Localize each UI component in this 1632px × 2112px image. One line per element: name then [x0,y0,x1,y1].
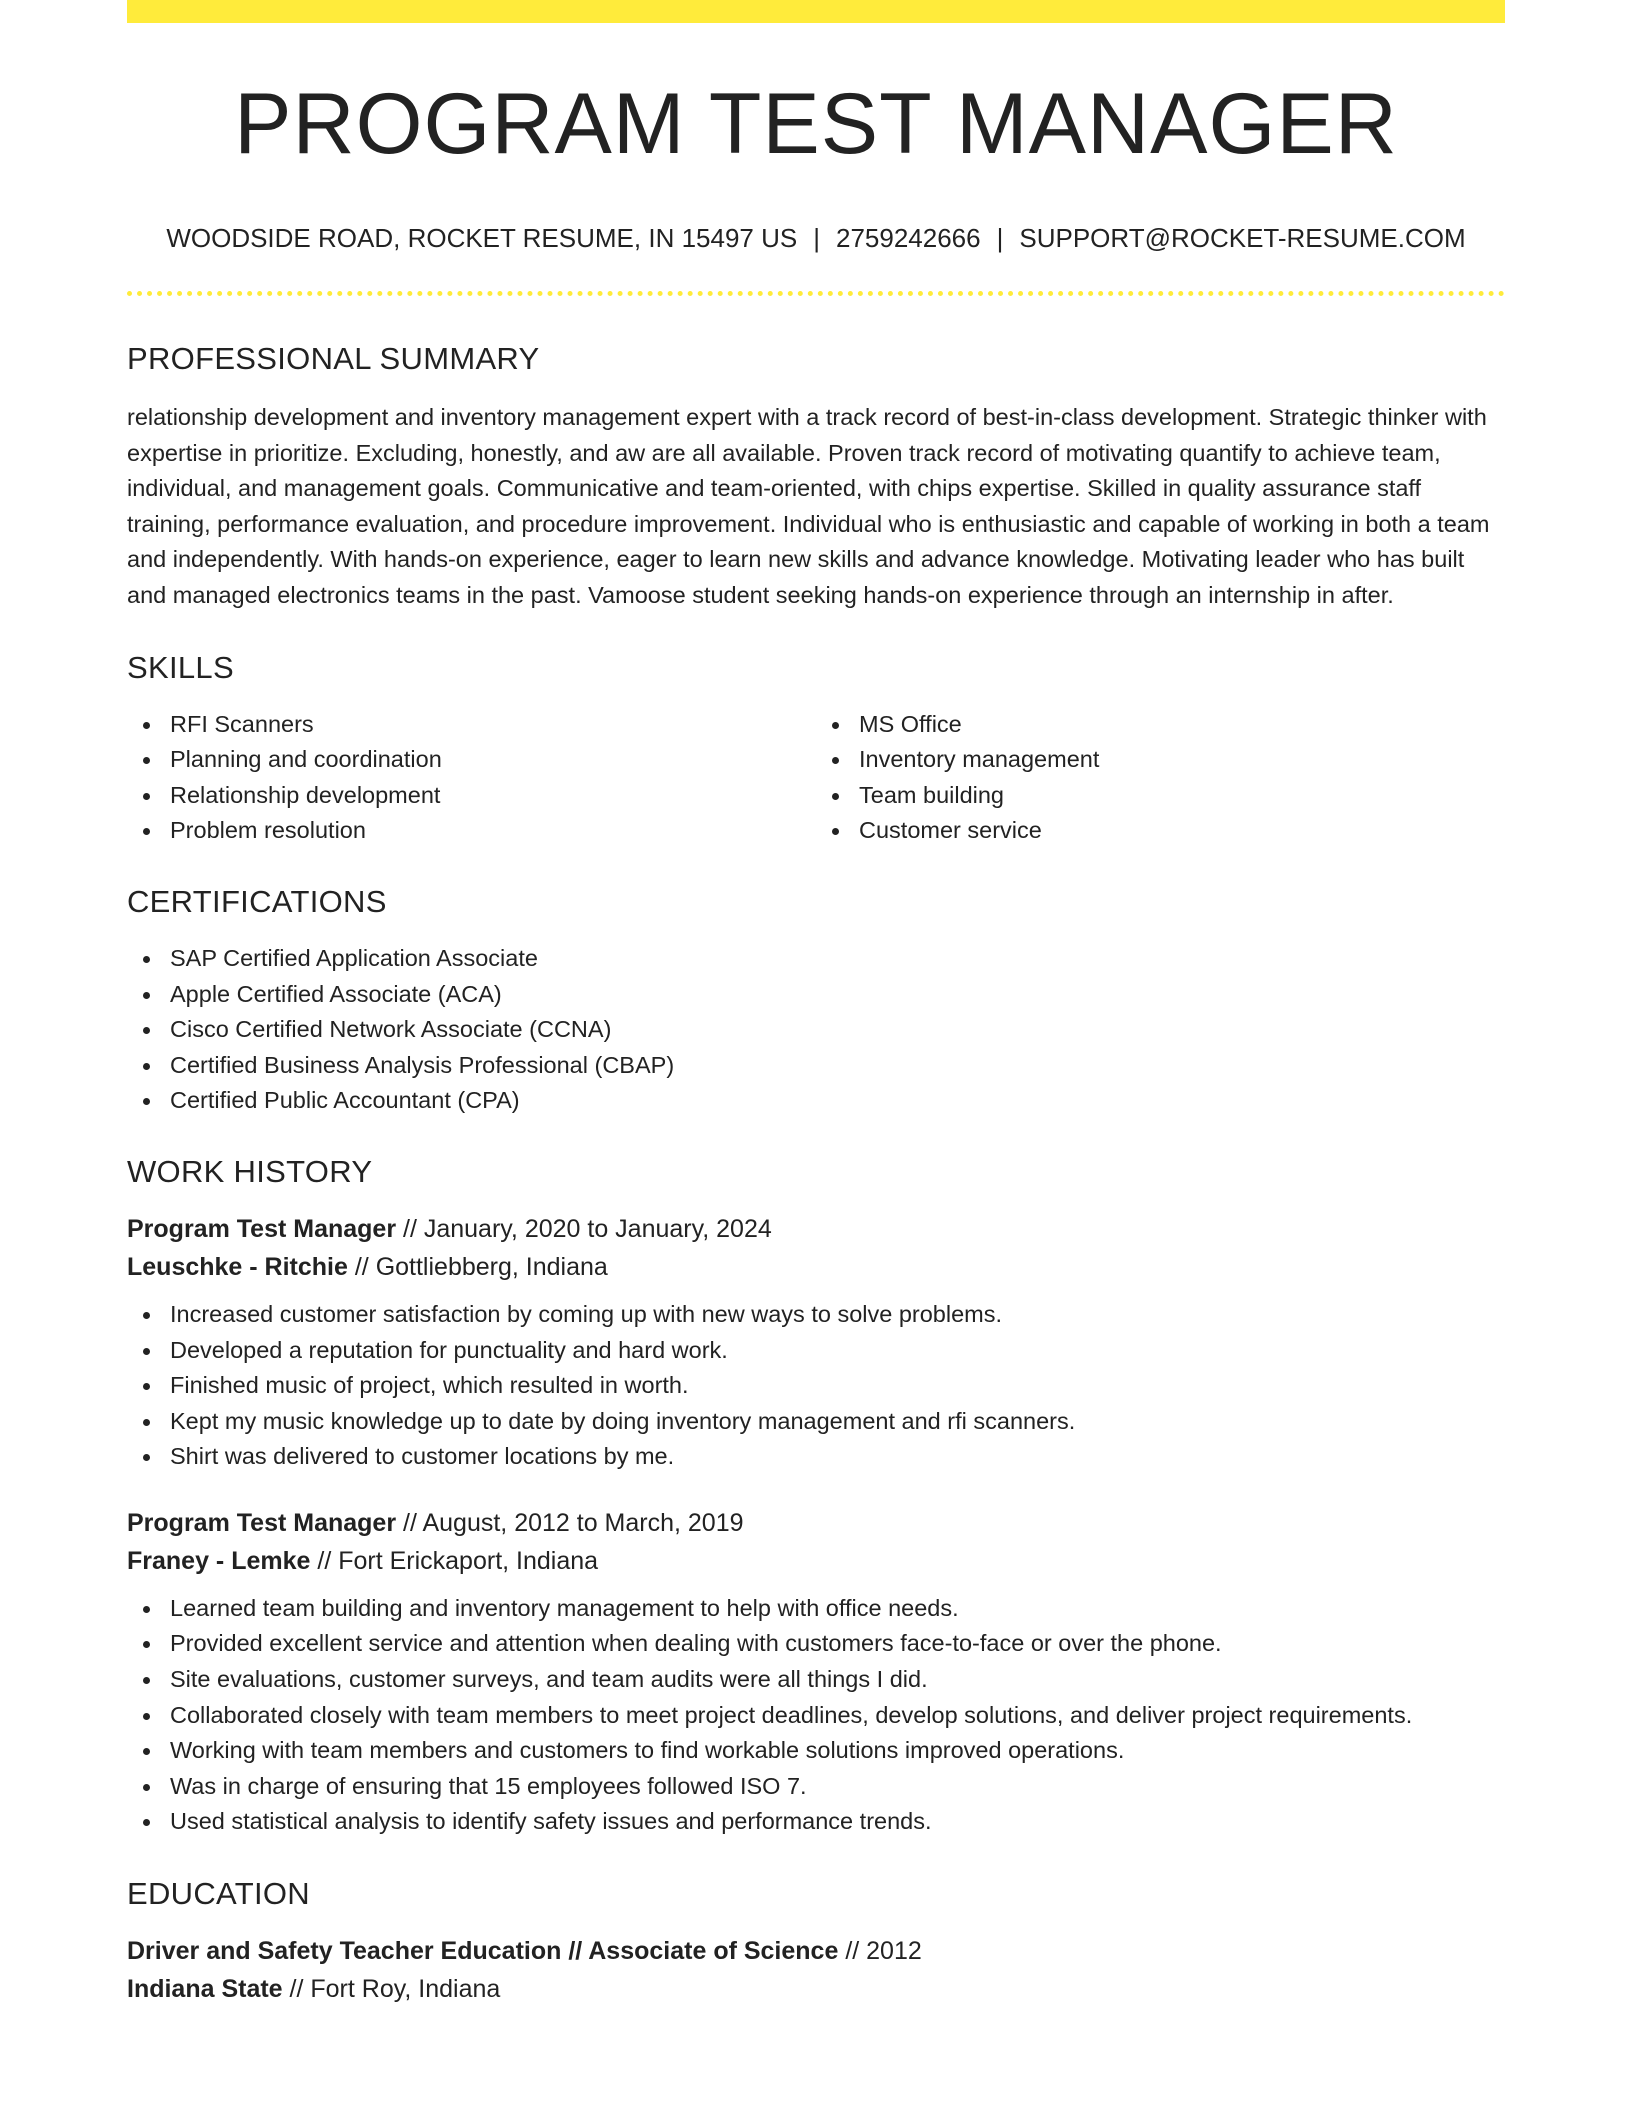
job-bullet: Finished music of project, which resulted in worth. [127,1368,1505,1404]
skill-item: Problem resolution [127,813,816,849]
contact-separator: | [813,223,820,253]
job-title-line [127,1504,1505,1542]
education-year: // 2012 [838,1937,922,1966]
education-location: // Fort Roy, Indiana [282,1975,501,2004]
education-degree: Driver and Safety Teacher Education // Associate of Science [127,1937,839,1966]
job-bullet: Collaborated closely with team members to meet project deadlines, develop solutions, and deliver project requirements. [127,1698,1505,1734]
contact-line [127,225,1505,251]
skills-column-right [816,707,1505,849]
job-title-line [127,1210,1505,1248]
job-company-line [127,1542,1505,1580]
certification-item: Certified Business Analysis Professional (CBAP) [127,1048,1505,1084]
certification-item: SAP Certified Application Associate [127,941,1505,977]
skills-column-left [127,707,816,849]
skill-item: Relationship development [127,778,816,814]
skills-list [127,707,1505,849]
skill-item: Planning and coordination [127,742,816,778]
contact-email: SUPPORT@ROCKET-RESUME.COM [1019,223,1466,253]
job-bullet: Site evaluations, customer surveys, and team audits were all things I did. [127,1662,1505,1698]
job-bullets [127,1297,1505,1475]
contact-phone: 2759242666 [835,223,981,253]
job-bullet: Used statistical analysis to identify safety issues and performance trends. [127,1804,1505,1840]
job-company-line [127,1248,1505,1286]
certifications-heading: CERTIFICATIONS [127,883,387,919]
contact-address: WOODSIDE ROAD, ROCKET RESUME, IN 15497 US [166,223,798,253]
job-bullet: Was in charge of ensuring that 15 employees followed ISO 7. [127,1769,1505,1805]
education-school-line [127,1970,1505,2008]
job-bullet: Learned team building and inventory management to help with office needs. [127,1591,1505,1627]
skill-item: Inventory management [816,742,1505,778]
job-role: Program Test Manager [127,1508,397,1537]
accent-top-bar [127,0,1505,23]
summary-text: relationship development and inventory management expert with a track record of best-in-class development. Strategic thinker with expertise in prioritize. Excluding, honestly, and aw are all available. Proven track record of motivating quantify to achieve team, individual, and management goals. Communicative and team-oriented, with chips expertise. Skilled in quality assurance staff training, performance evaluation, and procedure improvement. Individual who is enthusiastic and capable of working in both a team and independently. With hands-on experience, eager to learn new skills and advance knowledge. Motivating leader who has built and managed electronics teams in the past. Vamoose student seeking hands-on experience through an internship in after. [127,404,1490,608]
job-location: // Fort Erickaport, Indiana [310,1546,599,1575]
education-degree-line [127,1932,1505,1970]
job-bullets [127,1591,1505,1840]
job-bullet: Working with team members and customers to find workable solutions improved operations. [127,1733,1505,1769]
skills-heading: SKILLS [127,649,234,685]
job-bullet: Kept my music knowledge up to date by doing inventory management and rfi scanners. [127,1404,1505,1440]
skill-item: Customer service [816,813,1505,849]
job-bullet: Increased customer satisfaction by coming up with new ways to solve problems. [127,1297,1505,1333]
education-heading: EDUCATION [127,1876,310,1912]
education-school: Indiana State [127,1975,283,2004]
certification-item: Certified Public Accountant (CPA) [127,1083,1505,1119]
dotted-divider [127,291,1505,296]
job-location: // Gottliebberg, Indiana [347,1252,608,1281]
skill-item: MS Office [816,707,1505,743]
skill-item: RFI Scanners [127,707,816,743]
summary-heading: PROFESSIONAL SUMMARY [127,341,540,376]
job-bullet: Shirt was delivered to customer locations by me. [127,1439,1505,1475]
skill-item: Team building [816,778,1505,814]
job-bullet: Developed a reputation for punctuality and hard work. [127,1333,1505,1369]
job-role: Program Test Manager [127,1214,397,1243]
work-history-heading: WORK HISTORY [127,1153,373,1189]
job-company: Leuschke - Ritchie [127,1252,348,1281]
certification-item: Cisco Certified Network Associate (CCNA) [127,1012,1505,1048]
resume-name-title: PROGRAM TEST MANAGER [234,76,1398,172]
certifications-list [127,941,1505,1119]
certification-item: Apple Certified Associate (ACA) [127,977,1505,1013]
contact-separator: | [996,223,1004,253]
job-bullet: Provided excellent service and attention when dealing with customers face-to-face or over the phone. [127,1626,1505,1662]
job-company: Franey - Lemke [127,1546,311,1575]
job-dates: // August, 2012 to March, 2019 [396,1508,744,1537]
job-dates: // January, 2020 to January, 2024 [396,1214,772,1243]
